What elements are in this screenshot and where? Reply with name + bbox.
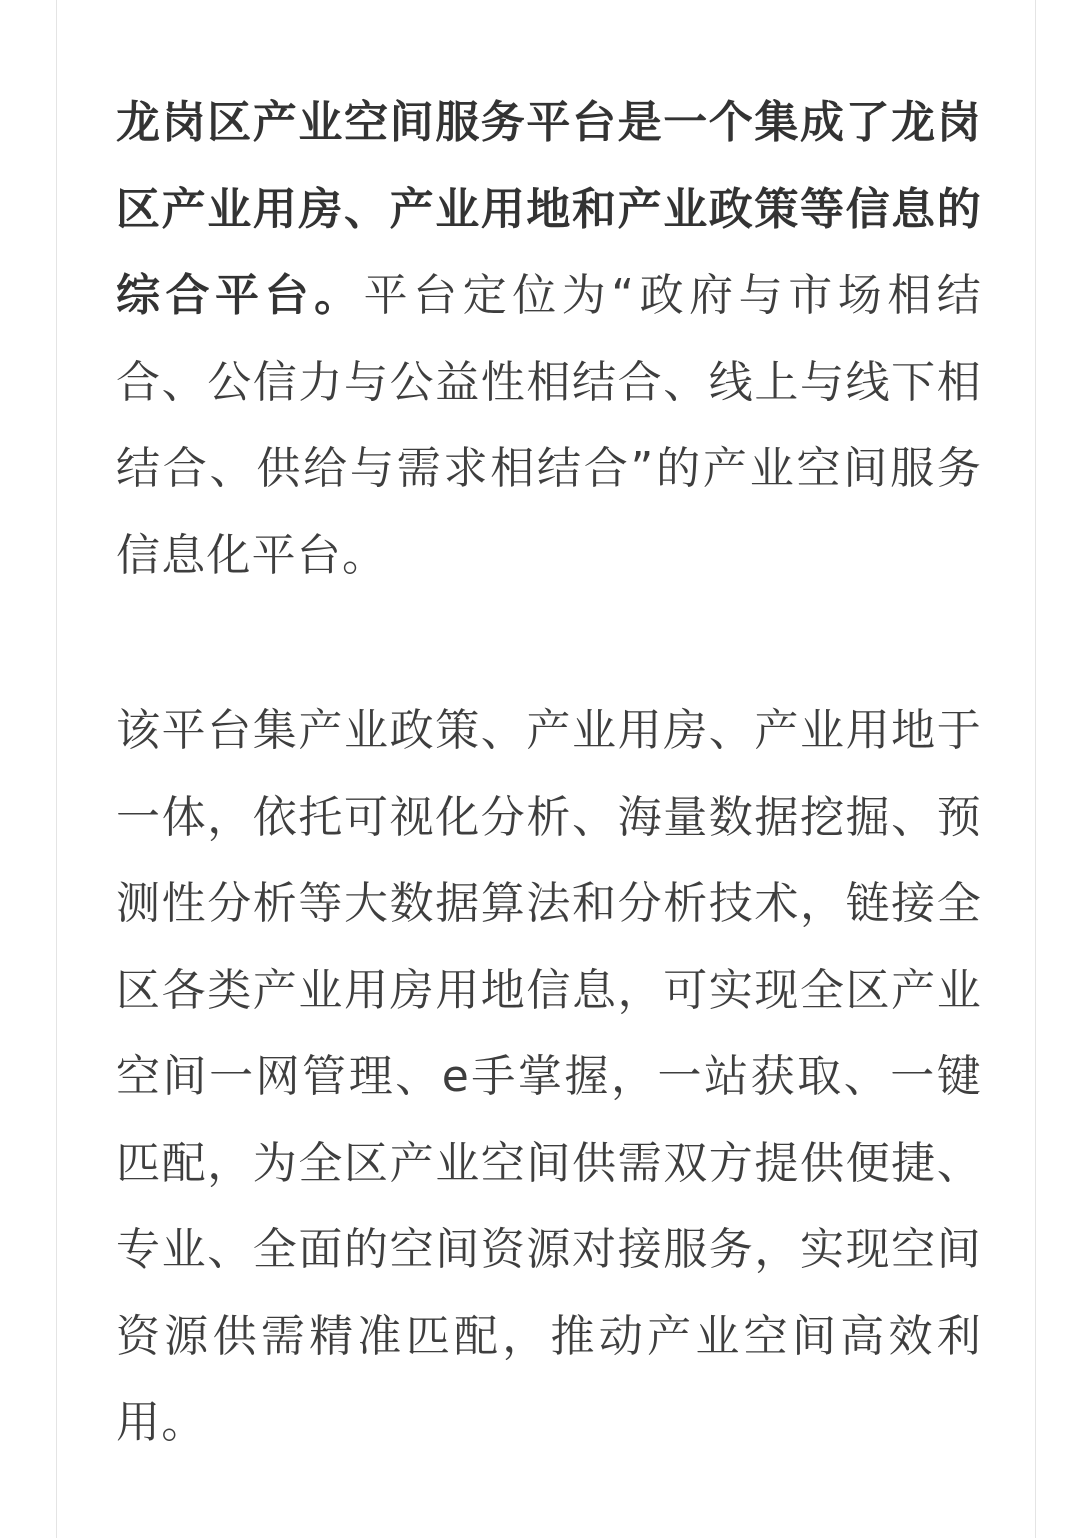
intro-normal-text: 平台定位为“政府与市场相结合、公信力与公益性相结合、线上与线下相结合、供给与需求相结合”的产业空间服务信息化平台。 [116, 270, 982, 581]
intro-bold-text: 龙岗区产业空间服务平台是一个集成了龙岗区产业用房、产业用地和产业政策等信息的综合平台。 [116, 97, 982, 321]
body-paragraph: 该平台集产业政策、产业用房、产业用地于一体，依托可视化分析、海量数据挖掘、预测性分析等大数据算法和分析技术，链接全区各类产业用房用地信息，可实现全区产业空间一网管理、e手掌握，一站获取、一键匹配，为全区产业空间供需双方提供便捷、专业、全面的空间资源对接服务，实现空间资源供需精准匹配，推动产业空间高效利用。 [116, 705, 982, 1448]
intro-paragraph [116, 80, 982, 599]
